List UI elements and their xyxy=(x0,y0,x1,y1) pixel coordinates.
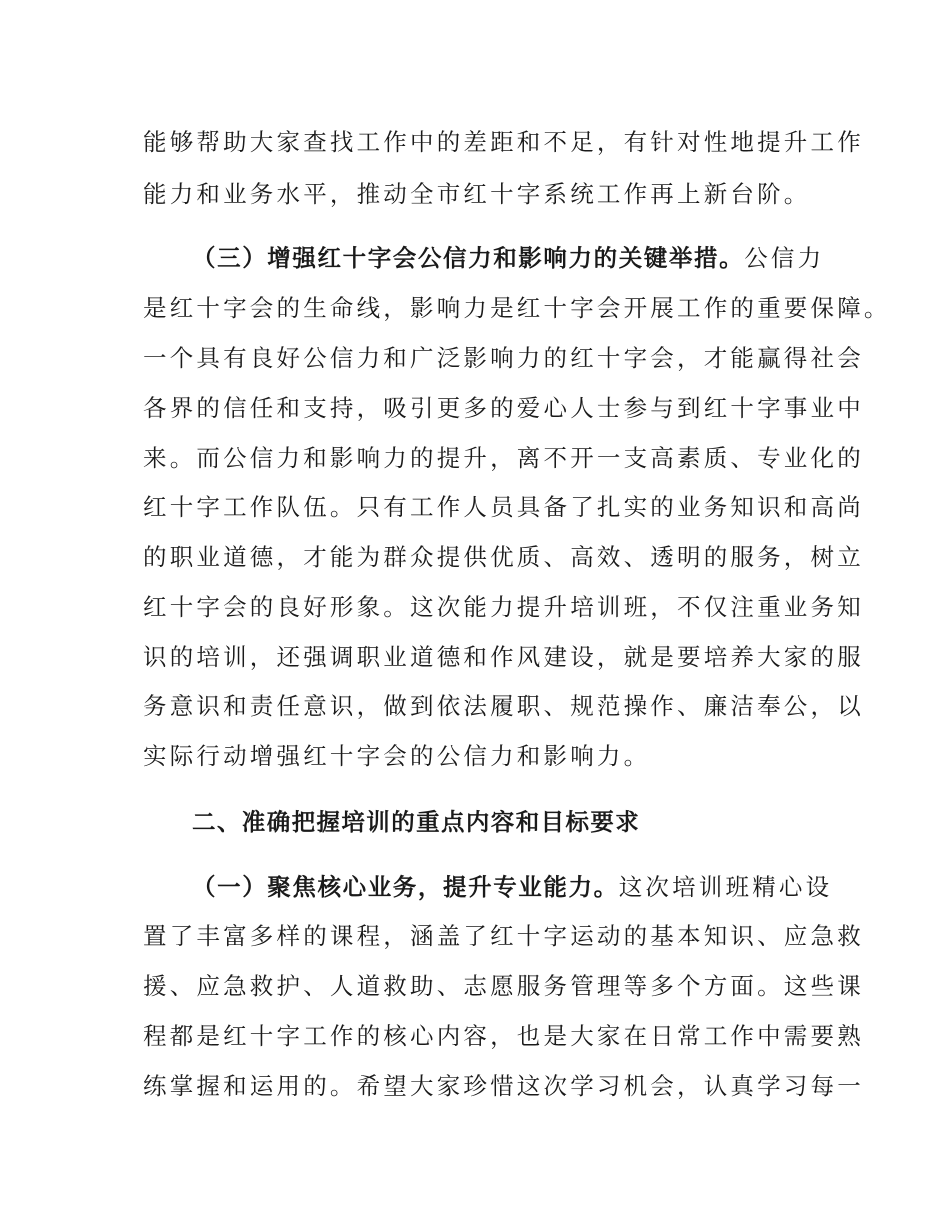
paragraph-2-line-3: 各界的信任和支持，吸引更多的爱心人士参与到红十字事业中 xyxy=(143,394,864,422)
paragraph-2-line-10: 实际行动增强红十字会的公信力和影响力。 xyxy=(143,742,651,770)
paragraph-3-line-4: 练掌握和运用的。希望大家珍惜这次学习机会，认真学习每一 xyxy=(143,1072,864,1100)
paragraph-2-lead-rest: 公信力 xyxy=(744,244,825,272)
paragraph-3-line-2: 援、应急救护、人道救助、志愿服务管理等多个方面。这些课 xyxy=(143,972,864,1000)
paragraph-3-lead xyxy=(192,871,832,903)
section-heading: 二、准确把握培训的重点内容和目标要求 xyxy=(192,808,641,836)
paragraph-2-lead xyxy=(192,242,824,274)
paragraph-2-line-9: 务意识和责任意识，做到依法履职、规范操作、廉洁奉公，以 xyxy=(143,692,864,720)
paragraph-2-line-4: 来。而公信力和影响力的提升，离不开一支高素质、专业化的 xyxy=(143,444,864,472)
paragraph-2-line-6: 的职业道德，才能为群众提供优质、高效、透明的服务，树立 xyxy=(143,543,864,571)
paragraph-3-line-1: 置了丰富多样的课程，涵盖了红十字运动的基本知识、应急救 xyxy=(143,922,864,950)
paragraph-1-line-1: 能够帮助大家查找工作中的差距和不足，有针对性地提升工作 xyxy=(143,128,864,156)
paragraph-3-line-3: 程都是红十字工作的核心内容，也是大家在日常工作中需要熟 xyxy=(143,1022,864,1050)
paragraph-1-line-2: 能力和业务水平，推动全市红十字系统工作再上新台阶。 xyxy=(143,180,811,208)
paragraph-2-line-2: 一个具有良好公信力和广泛影响力的红十字会，才能赢得社会 xyxy=(143,344,864,372)
paragraph-3-lead-bold: （一）聚焦核心业务，提升专业能力。 xyxy=(192,873,619,901)
paragraph-2-line-7: 红十字会的良好形象。这次能力提升培训班，不仅注重业务知 xyxy=(143,593,864,621)
paragraph-2-line-5: 红十字工作队伍。只有工作人员具备了扎实的业务知识和高尚 xyxy=(143,493,864,521)
paragraph-2-lead-bold: （三）增强红十字会公信力和影响力的关键举措。 xyxy=(192,244,745,272)
paragraph-3-lead-rest: 这次培训班精心设 xyxy=(618,873,833,901)
paragraph-2-line-1: 是红十字会的生命线，影响力是红十字会开展工作的重要保障。 xyxy=(143,294,891,322)
paragraph-2-line-8: 识的培训，还强调职业道德和作风建设，就是要培养大家的服 xyxy=(143,643,864,671)
